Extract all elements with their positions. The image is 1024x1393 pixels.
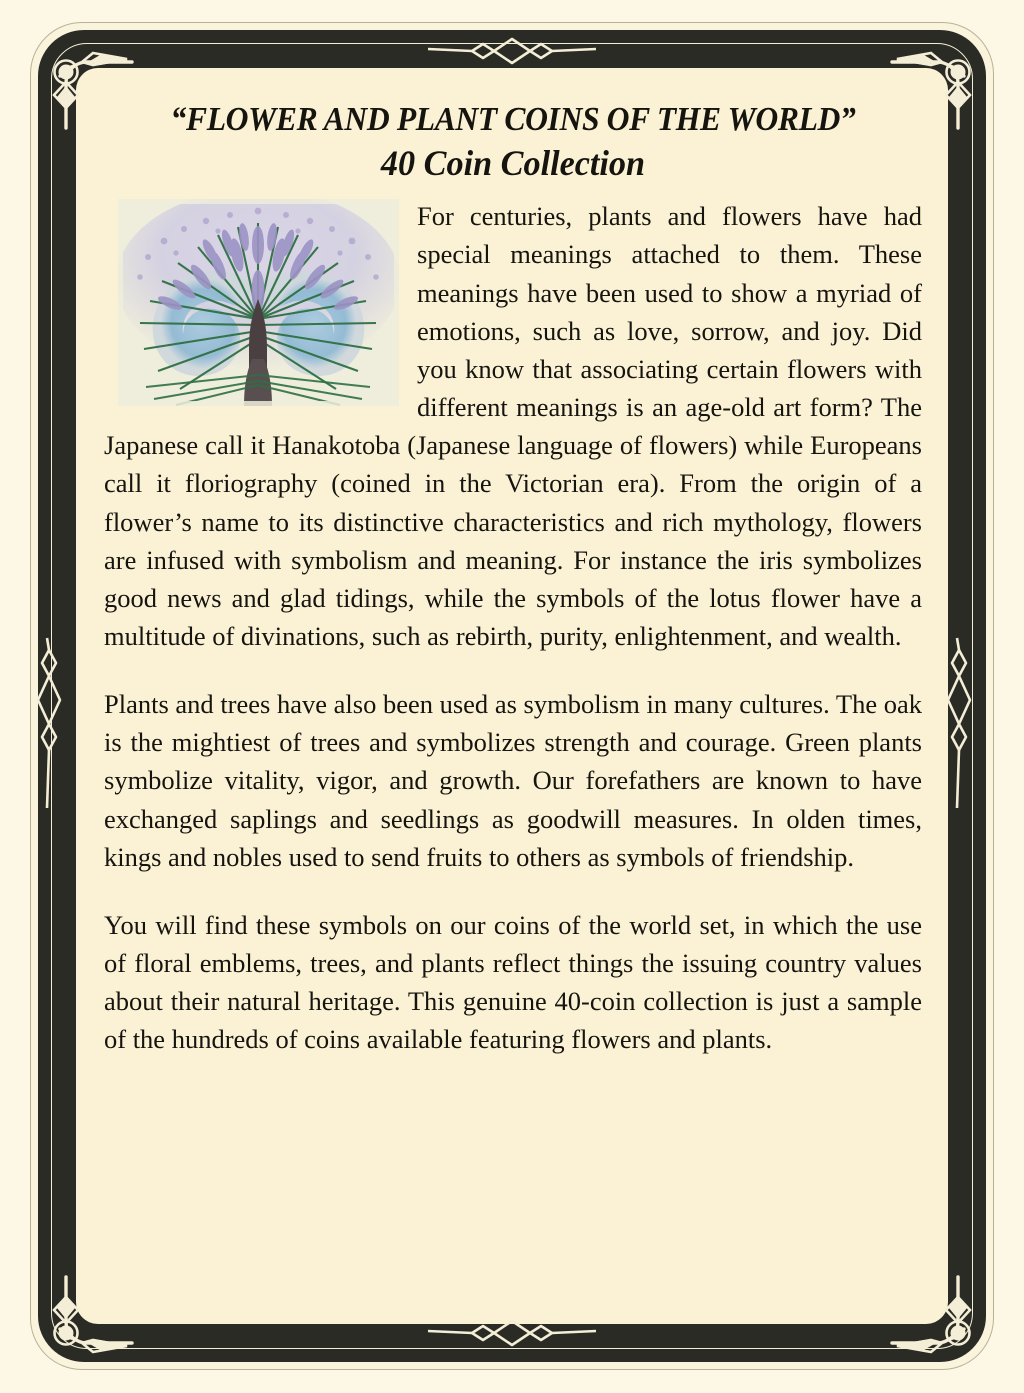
body-paragraph-1: For centuries, plants and flowers have had special meanings attached to them. These meanings have been used to show a myriad of emotions, such as love, sorrow, and joy. Did you know that associating certain flowers with different meanings is an age-old art form? The Japanese call it Hanakotoba (Japanese language of flowers) while Europeans call it floriography (coined in the Victorian era). From the origin of a flower’s name to its distinctive characteristics and rich mythology, flowers are infused with symbolism and meaning. For instance the iris symbolizes good news and glad tidings, while the symbols of the lotus flower have a multitude of divinations, such as rebirth, purity, enlightenment, and wealth.: [104, 201, 922, 652]
fractal-tree-illustration: [118, 199, 399, 406]
card-content: [104, 100, 922, 1300]
body-paragraph-3: You will find these symbols on our coins of the world set, in which the use of floral emblems, trees, and plants reflect things the issuing country values about their natural heritage. This genuine 40-coin collection is just a sample of the hundreds of coins available featuring flowers and plants.: [104, 909, 922, 1055]
page-title-line-1: “FLOWER AND PLANT COINS OF THE WORLD”: [170, 101, 856, 138]
body-paragraph-2: Plants and trees have also been used as symbolism in many cultures. The oak is the mightiest of trees and symbolizes strength and courage. Green plants symbolize vitality, vigor, and growth. Our forefathers are known to have exchanged saplings and seedlings as goodwill measures. In olden times, kings and nobles used to send fruits to others as symbols of friendship.: [104, 689, 922, 872]
page-title-line-2: 40 Coin Collection: [380, 143, 646, 184]
